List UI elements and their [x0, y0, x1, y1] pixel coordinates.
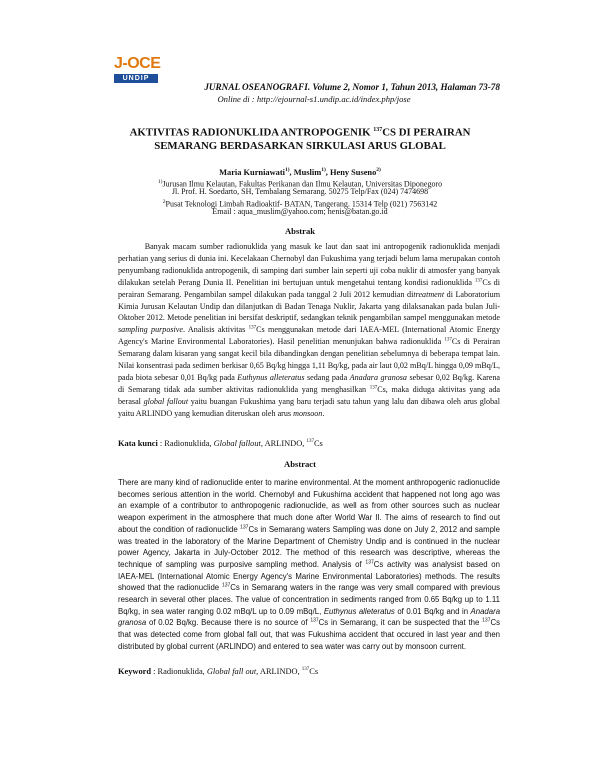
logo-bottom-text: UNDIP	[114, 74, 158, 83]
title-line-1: AKTIVITAS RADIONUKLIDA ANTROPOGENIK $^{137}$CS DI PERAIRAN	[129, 126, 471, 139]
logo-top-text: J-OCE	[114, 55, 161, 72]
journal-citation: JURNAL OSEANOGRAFI. Volume 2, Nomor 1, Tahun 2013, Halaman 73-78	[204, 82, 500, 92]
abstrak-body: Banyak macam sumber radionuklida yang masuk ke laut dan saat ini antropogenik radionuklida menjadi perhatian yang serius di dunia ini. Kecelakaan Chernobyl dan Fukushima yang terjadi belum lama merupakan contoh penyumbang radionuklida antropogenik, di samping dari sumber lain seperti uji coba nuklir di atmosfer yang banyak dilakukan setelah Perang Dunia II. Penelitian ini bertujuan untuk mengetahui tentang kondisi radionuklida $^{137}$Cs di perairan Semarang. Pengambilan sampel dilakukan pada tanggal 2 Juli 2012 kemudian ditreatment di Laboratorium Kimia Jurusan Kelautan Undip dan dilanjutkan di Badan Tenaga Nuklir, Jakarta yang dilaksanakan pada bulan Juli-Oktober 2012. Metode penelitian ini bersifat deskriptif, sedangkan teknik pengambilan sampel menggunakan metode sampling purposive. Analisis aktivitas $^{137}$Cs menggunakan metode dari IAEA-MEL (International Atomic Energy Agency's Marine Environmental Laboratories). Hasil penelitian menunjukan bahwa radionuklida $^{137}$Cs di Perairan Semarang dalam kisaran yang sangat kecil bila dibandingkan dengan penelitian sebelumnya di beberapa tempat lain. Nilai konsentrasi pada sedimen berkisar 0,65 Bq/kg hingga 1,11 Bq/kg, pada air laut 0,02 mBq/L hingga 0,09 mBq/L, pada biota sebesar 0,01 Bq/kg pada Euthynus alleteratus sedang pada Anadara granosa sebesar 0,02 Bq/kg. Karena di Semarang tidak ada sumber aktivitas radionuklida yang menghasilkan $^{137}$Cs, maka diduga aktivitas yang ada berasal global fallout yaitu buangan Fukushima yang baru terjadi satu tahun yang lalu dan dibawa oleh arus global yaitu ARLINDO yang kemudian diteruskan oleh arus monsoon.	[118, 242, 501, 418]
affiliation-1: $^{1)}$Jurusan Ilmu Kelautan, Fakultas Perikanan dan Ilmu Kelautan, Universitas Diponegoro	[157, 179, 443, 189]
abstract-body: There are many kind of radionuclide enter to marine environmental. At the moment anthropogenic radionuclide becomes serious attention in the world. Chernobyl and Fukushima accident that happened not long ago was an example of a contributor to anthropogenic radionuclide, as well as from other sources such as nuclear weapon experiment in the atmosphere that much done after World War II. The aims of research to find out about the condition of radionuclide $^{137}$Cs in Semarang waters Sampling was done on July 2, 2012 and sample was treated in the laboratory of the Marine Department of Chemistry Undip and is continued in the nuclear power Agency, Jakarta in July-October 2012. The method of this research was descriptive, whereas the technique of sampling was purposive sampling method. Analysis of $^{137}$Cs activity was analysist based on IAEA-MEL (International Atomic Energy Agency's Marine Environmental Laboratories) methods. The results showed that the radionuclide $^{137}$Cs in Semarang waters in the range was very small compared with previous research in several other places. The value of concentration in sediments ranged from 0.65 Bq/kg up to 1.11 Bq/kg, in sea water ranging 0.02 mBq/L up to 0.09 mBq/L, Euthynus alleteratus of 0.01 Bq/kg and in Anadara granosa of 0.02 Bq/kg. Because there is no source of $^{137}$Cs in Semarang, it can be suspected that the $^{137}$Cs that was detected come from global fall out, that was Fukushima accident that occured in last year and then distributed by global current (ARLINDO) and entered to sea water was carry out by monsoon current.	[118, 478, 501, 651]
online-url: Online di : http://ejournal-s1.undip.ac.id/index.php/jose	[217, 94, 411, 104]
title-line-2: SEMARANG BERDASARKAN SIRKULASI ARUS GLOBAL	[154, 139, 446, 152]
journal-logo	[114, 56, 162, 102]
abstract-heading: Abstract	[284, 459, 316, 469]
kata-kunci: Kata kunci : Radionuklida, Global fallout, ARLINDO, $^{137}$Cs	[118, 439, 323, 448]
keyword-line: Keyword : Radionuklida, Global fall out, ARLINDO, $^{137}$Cs	[118, 667, 319, 676]
author-list: Maria Kurniawati$^{1)}$, Muslim$^{1)}$, Heny Suseno$^{2)}$	[219, 167, 381, 177]
paper-title	[110, 124, 490, 153]
affiliation-1-address: Jl. Prof. H. Soedarto, SH, Tembalang Semarang. 50275 Telp/Fax (024) 7474698	[171, 187, 429, 196]
author-email: Email : aqua_muslim@yahoo.com; henis@batan.go.id	[212, 207, 388, 216]
affiliation-2: $^2$Pusat Teknologi Limbah Radioaktif- BATAN, Tangerang. 15314 Telp (021) 7563142	[162, 199, 438, 209]
abstrak-heading: Abstrak	[284, 226, 316, 236]
